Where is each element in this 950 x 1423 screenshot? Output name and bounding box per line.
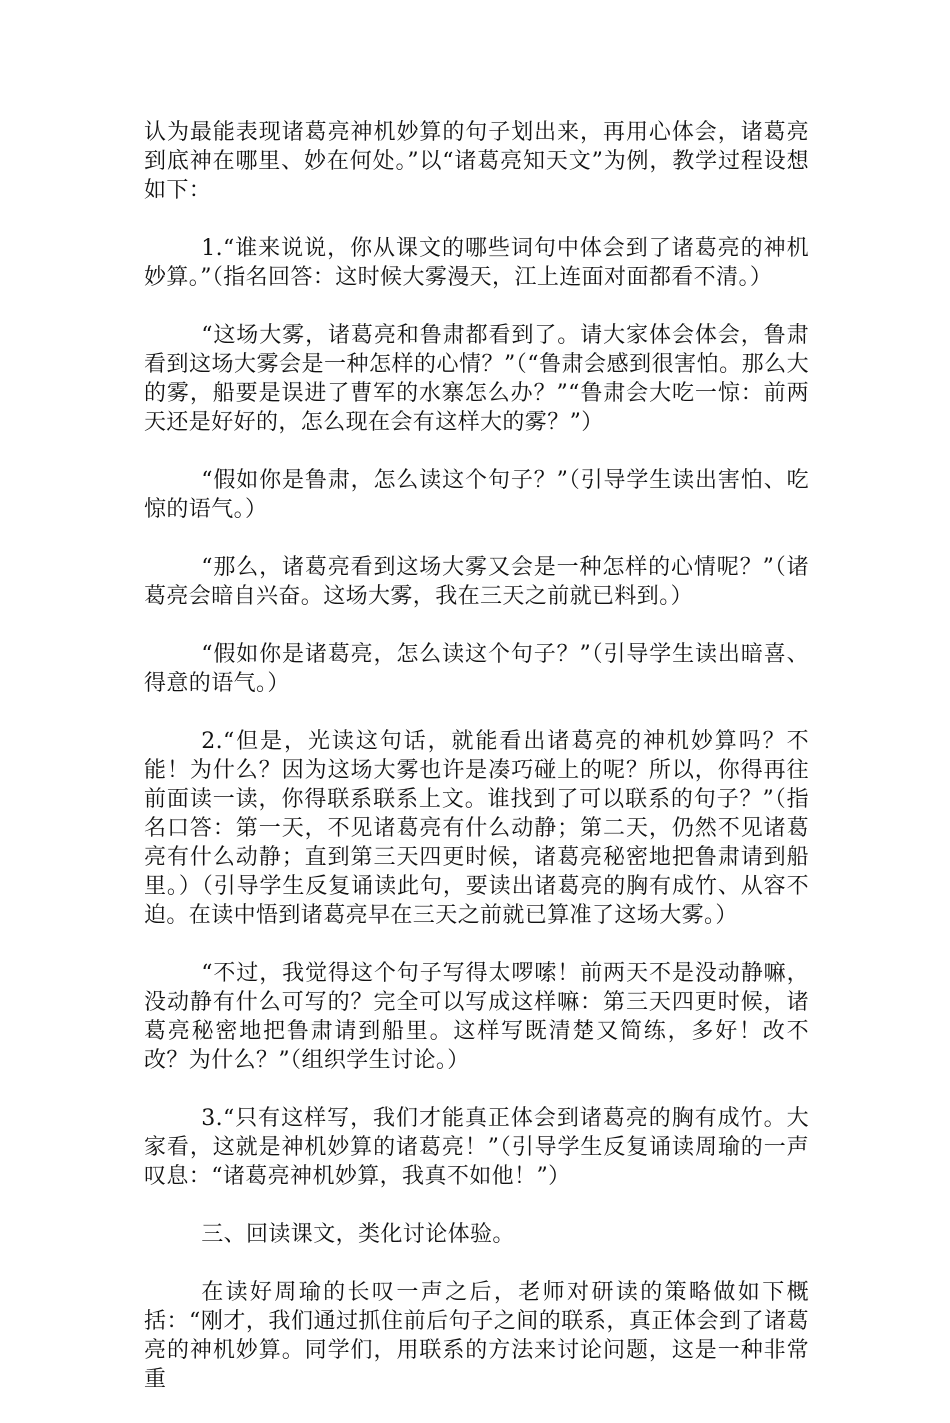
paragraph-step-2: 2.“但是，光读这句话，就能看出诸葛亮的神机妙算吗？不能！为什么？因为这场大雾也许是凑巧碰上的呢？所以，你得再往前面读一读，你得联系联系上文。谁找到了可以联系的句子？”（指名口答：第一天，不见诸葛亮有什么动静；第二天，仍然不见诸葛亮有什么动静；直到第三天四更时候，诸葛亮秘密地把鲁肃请到船里。）（引导学生反复诵读此句，要读出诸葛亮的胸有成竹、从容不迫。在读中悟到诸葛亮早在三天之前就已算准了这场大雾。）: [144, 729, 809, 928]
paragraph-summary: 在读好周瑜的长叹一声之后，老师对研读的策略做如下概括：“刚才，我们通过抓住前后句子之间的联系，真正体会到了诸葛亮的神机妙算。同学们，用联系的方法来讨论问题，这是一种非常重: [144, 1280, 809, 1392]
paragraph-zhuge-mood: “那么，诸葛亮看到这场大雾又会是一种怎样的心情呢？”（诸葛亮会暗自兴奋。这场大雾，我在三天之前就已料到。）: [144, 555, 809, 609]
paragraph-step-1: 1.“谁来说说，你从课文的哪些词句中体会到了诸葛亮的神机妙算。”（指名回答：这时候大雾漫天，江上连面对面都看不清。）: [144, 236, 809, 290]
paragraph-discussion: “不过，我觉得这个句子写得太啰嗦！前两天不是没动静嘛，没动静有什么可写的？完全可以写成这样嘛：第三天四更时候，诸葛亮秘密地把鲁肃请到船里。这样写既清楚又简练，多好！改不改？为什么？”（组织学生讨论。）: [144, 961, 809, 1073]
paragraph-zhuge-reading: “假如你是诸葛亮，怎么读这个句子？”（引导学生读出暗喜、得意的语气。）: [144, 642, 809, 696]
paragraph-intro: 认为最能表现诸葛亮神机妙算的句子划出来，再用心体会，诸葛亮到底神在哪里、妙在何处。”以“诸葛亮知天文”为例，教学过程设想如下：: [144, 120, 809, 203]
section-heading-3: 三、回读课文，类化讨论体验。: [201, 1222, 515, 1247]
paragraph-lusu-reading: “假如你是鲁肃，怎么读这个句子？”（引导学生读出害怕、吃惊的语气。）: [144, 468, 809, 522]
paragraph-step-3: 3.“只有这样写，我们才能真正体会到诸葛亮的胸有成竹。大家看，这就是神机妙算的诸葛亮！”（引导学生反复诵读周瑜的一声叹息：“诸葛亮神机妙算，我真不如他！”）: [144, 1106, 809, 1189]
document-body: [144, 118, 809, 1423]
paragraph-lusu-mood: “这场大雾，诸葛亮和鲁肃都看到了。请大家体会体会，鲁肃看到这场大雾会是一种怎样的心情？”（“鲁肃会感到很害怕。那么大的雾，船要是误进了曹军的水寨怎么办？”“鲁肃会大吃一惊：前两天还是好好的，怎么现在会有这样大的雾？”）: [144, 323, 809, 435]
